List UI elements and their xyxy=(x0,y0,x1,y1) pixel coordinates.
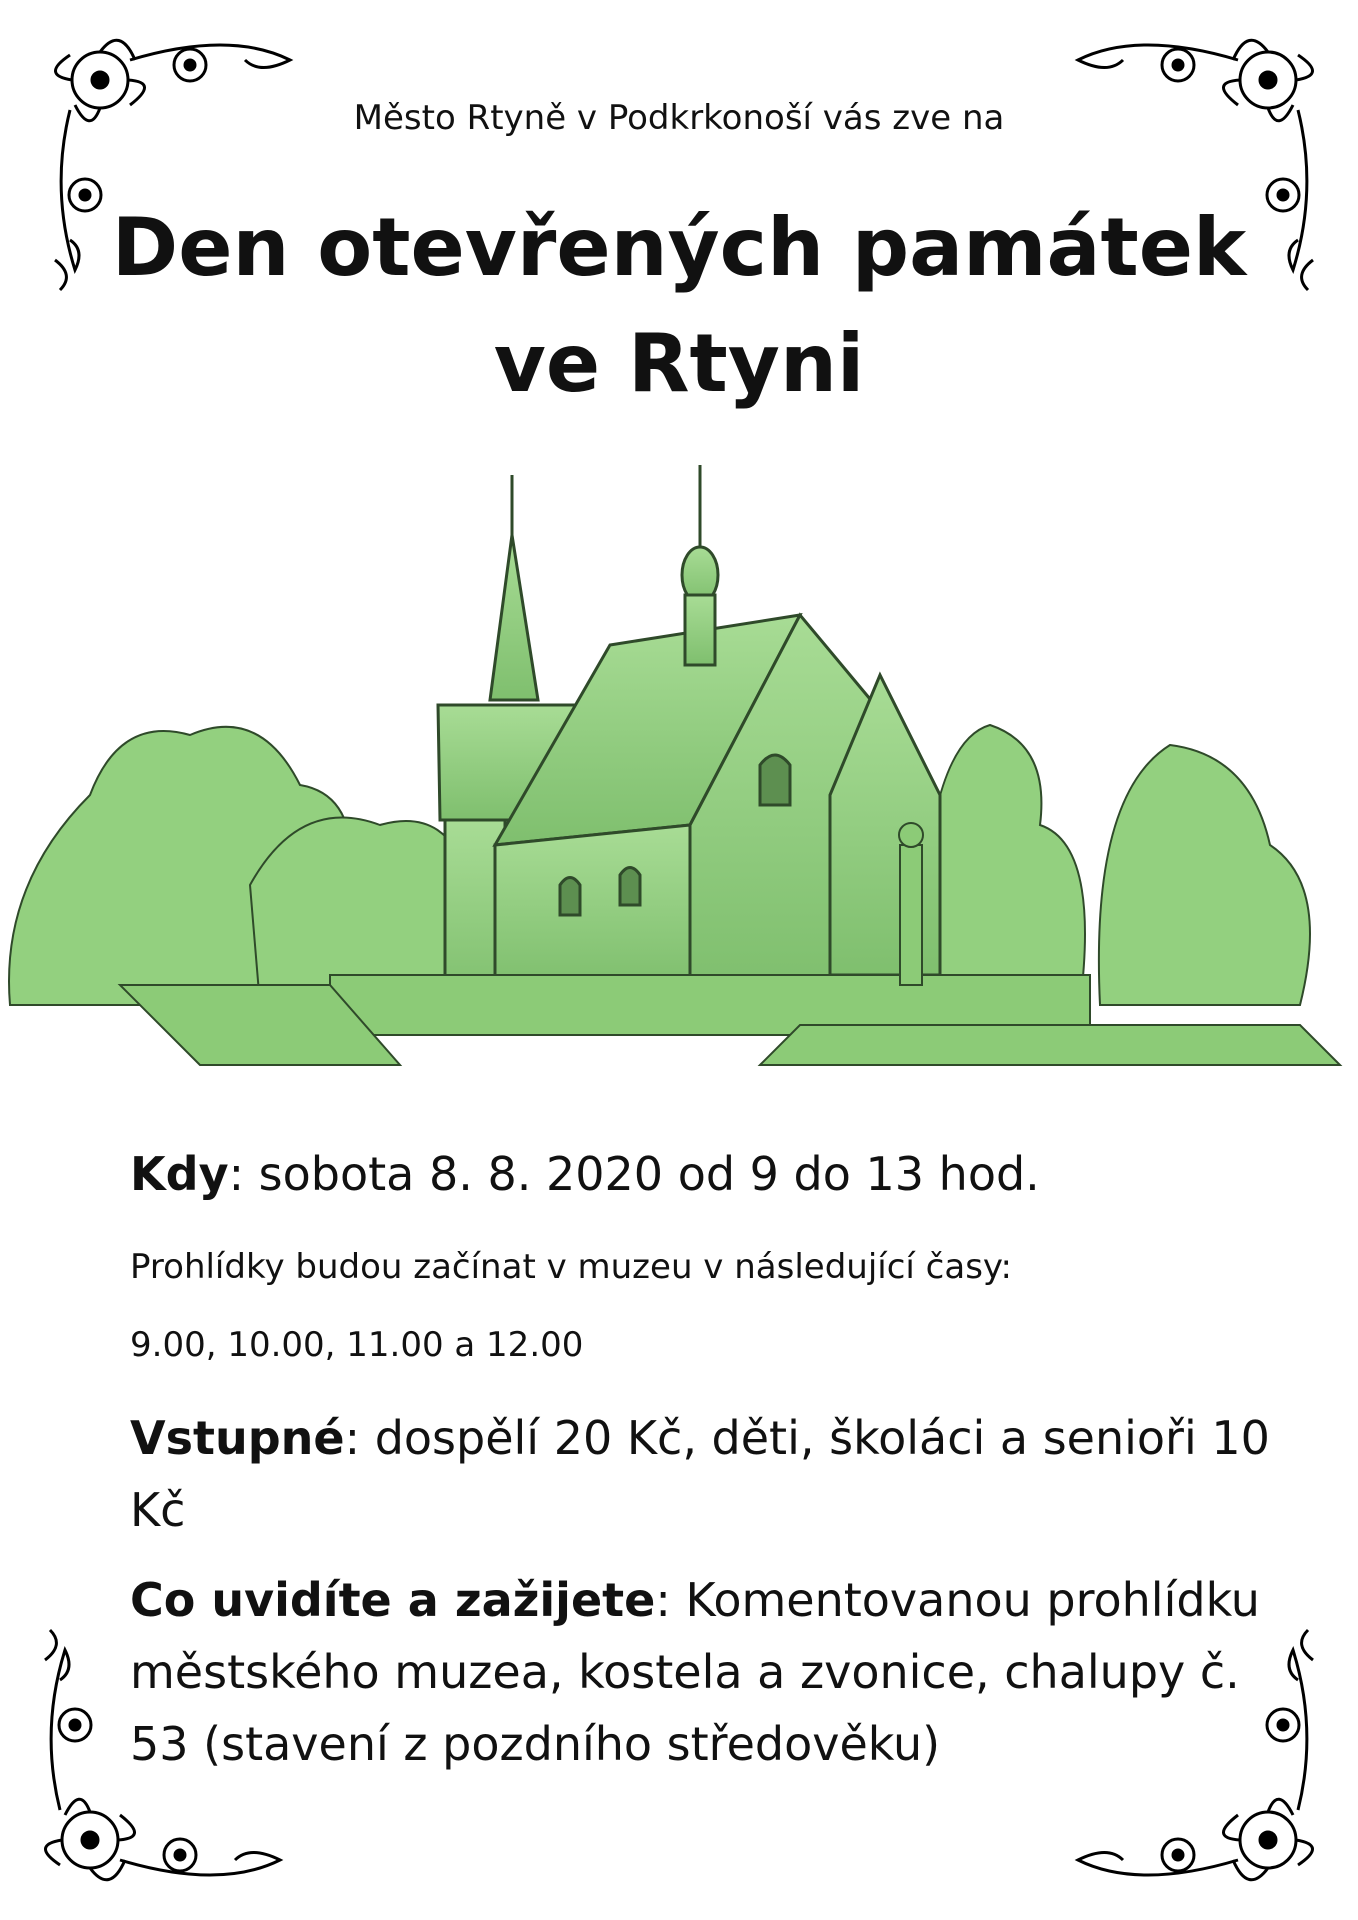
admission-value: : dospělí 20 Kč, děti, školáci a senioři 10 Kč xyxy=(130,1411,1270,1537)
church-illustration xyxy=(0,465,1358,1075)
when-line xyxy=(130,1138,1270,1210)
admission-line xyxy=(130,1402,1270,1546)
invite-line: Město Rtyně v Podkrkonoší vás zve na xyxy=(353,98,1005,138)
highlights-value: : Komentovanou prohlídku městského muzea, kostela a zvonice, chalupy č. 53 (stavení z pozdního středověku) xyxy=(130,1573,1260,1771)
when-value: : sobota 8. 8. 2020 od 9 do 13 hod. xyxy=(228,1147,1040,1201)
tours-intro: Prohlídky budou začínat v muzeu v následující časy: xyxy=(130,1247,1013,1287)
admission-label: Vstupné xyxy=(130,1411,345,1465)
title-line-1: Den otevřených památek xyxy=(111,201,1247,294)
highlights-label: Co uvidíte a zažijete xyxy=(130,1573,656,1627)
when-label: Kdy xyxy=(130,1147,229,1201)
highlights-line xyxy=(130,1564,1270,1780)
event-info xyxy=(130,1138,1270,1780)
tour-times: 9.00, 10.00, 11.00 a 12.00 xyxy=(130,1325,584,1365)
title-line-2: ve Rtyni xyxy=(493,317,865,410)
page-title xyxy=(0,190,1358,422)
